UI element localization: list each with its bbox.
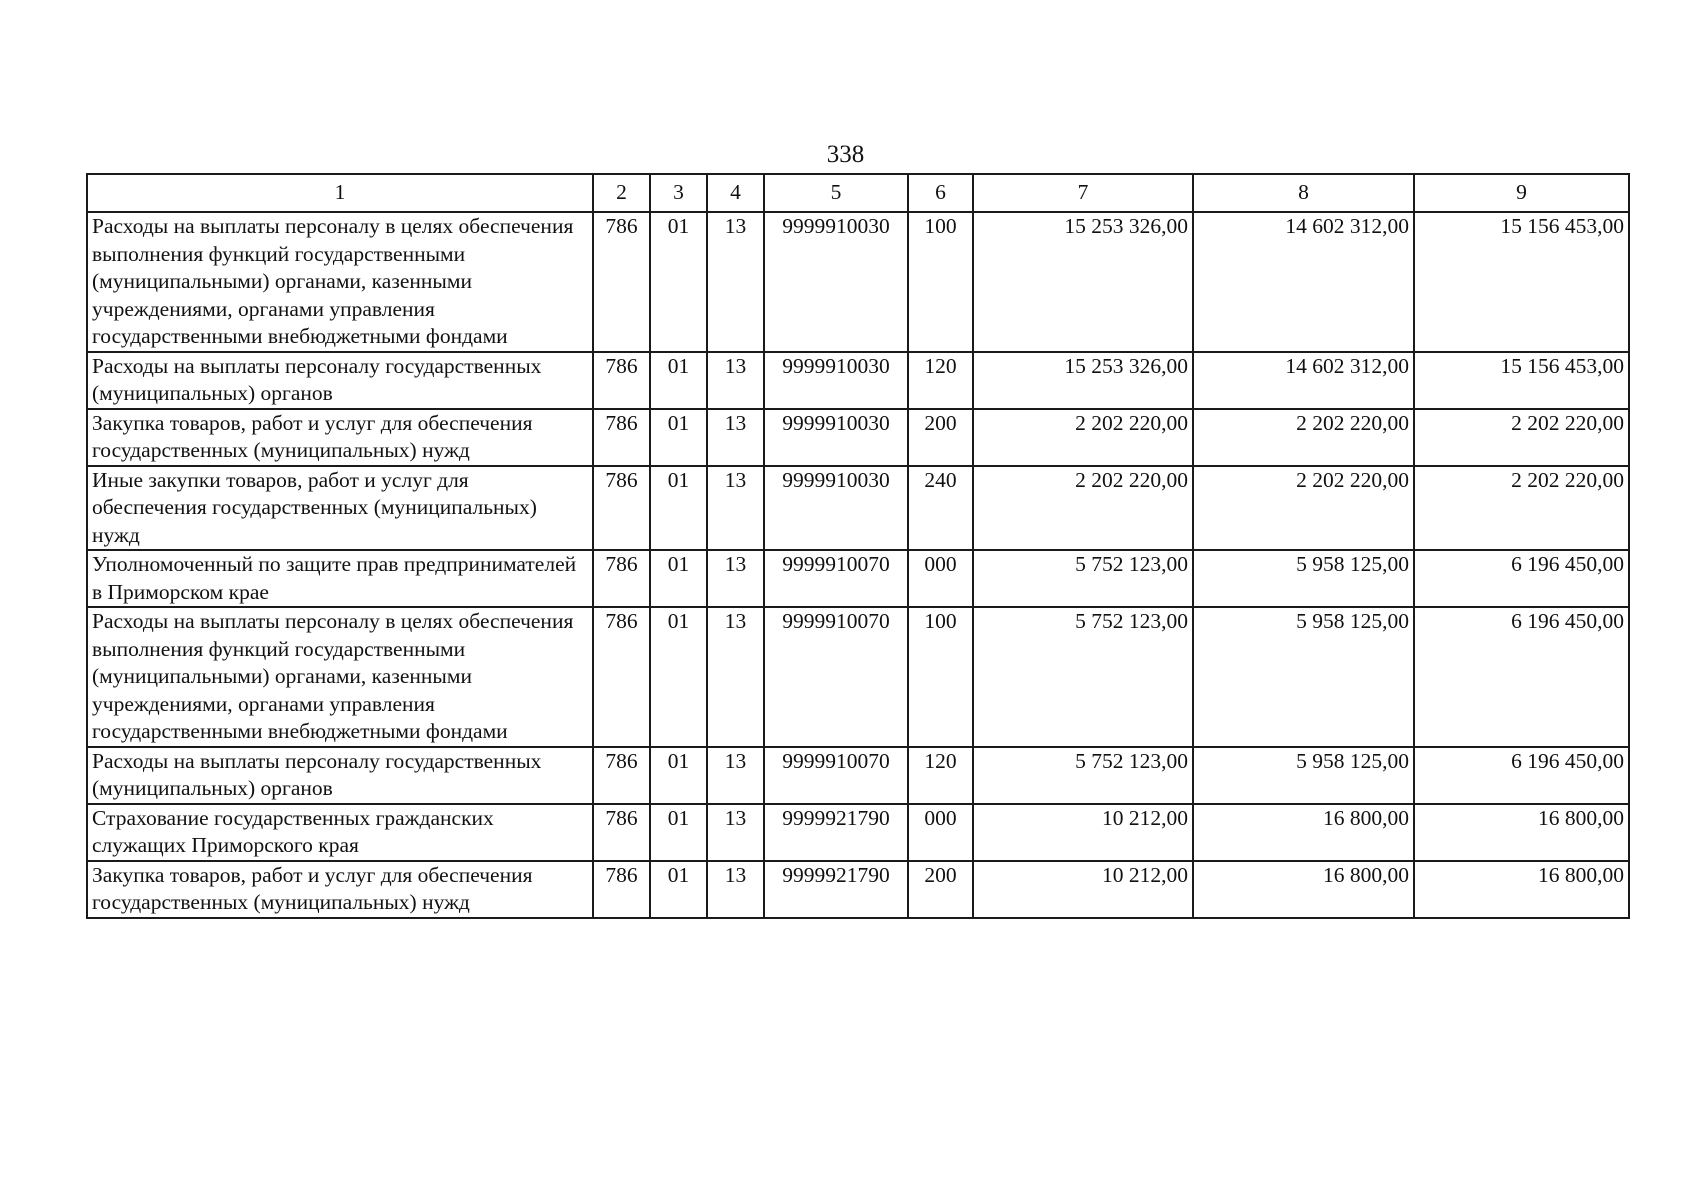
row-amount-8: 2 202 220,00 [1193,466,1414,551]
row-amount-7: 10 212,00 [973,861,1193,918]
row-code-2: 786 [593,804,650,861]
table-row [87,409,1629,466]
row-name: Иные закупки товаров, работ и услуг для обеспечения государственных (муниципальных) нужд [87,466,593,551]
row-name: Расходы на выплаты персоналу государственных (муниципальных) органов [87,352,593,409]
row-code-6: 240 [908,466,973,551]
row-name: Расходы на выплаты персоналу в целях обеспечения выполнения функций государственными (муниципальными) органами, казенными учреждениями, органами управления государственными внебюджетными фондами [87,212,593,352]
table-row [87,352,1629,409]
row-code-6: 200 [908,409,973,466]
row-code-4: 13 [707,212,764,352]
row-code-2: 786 [593,747,650,804]
row-code-3: 01 [650,804,707,861]
table-row [87,861,1629,918]
row-code-4: 13 [707,409,764,466]
row-amount-9: 15 156 453,00 [1414,352,1629,409]
header-row [87,174,1629,212]
table-header [87,174,1629,212]
table-row [87,550,1629,607]
row-code-5: 9999921790 [764,861,908,918]
row-code-4: 13 [707,352,764,409]
row-amount-7: 15 253 326,00 [973,212,1193,352]
row-amount-8: 16 800,00 [1193,804,1414,861]
row-amount-7: 5 752 123,00 [973,550,1193,607]
row-name: Страхование государственных гражданских служащих Приморского края [87,804,593,861]
row-code-2: 786 [593,466,650,551]
row-code-5: 9999910070 [764,607,908,747]
row-code-5: 9999910030 [764,352,908,409]
row-code-2: 786 [593,861,650,918]
row-amount-7: 10 212,00 [973,804,1193,861]
row-amount-8: 14 602 312,00 [1193,212,1414,352]
row-amount-7: 2 202 220,00 [973,409,1193,466]
row-name: Уполномоченный по защите прав предпринимателей в Приморском крае [87,550,593,607]
row-amount-9: 16 800,00 [1414,804,1629,861]
row-amount-8: 5 958 125,00 [1193,550,1414,607]
column-header-7: 7 [973,174,1193,212]
row-code-4: 13 [707,861,764,918]
row-code-5: 9999910070 [764,747,908,804]
table-row [87,804,1629,861]
column-header-3: 3 [650,174,707,212]
column-header-6: 6 [908,174,973,212]
row-code-3: 01 [650,212,707,352]
row-amount-8: 5 958 125,00 [1193,747,1414,804]
table-row [87,607,1629,747]
row-code-4: 13 [707,747,764,804]
row-code-4: 13 [707,550,764,607]
row-code-2: 786 [593,550,650,607]
column-header-9: 9 [1414,174,1629,212]
row-amount-9: 6 196 450,00 [1414,550,1629,607]
row-code-5: 9999910030 [764,409,908,466]
budget-table [86,173,1630,919]
row-code-6: 000 [908,550,973,607]
row-code-6: 000 [908,804,973,861]
row-amount-7: 5 752 123,00 [973,747,1193,804]
row-code-5: 9999910070 [764,550,908,607]
row-name: Расходы на выплаты персоналу в целях обеспечения выполнения функций государственными (муниципальными) органами, казенными учреждениями, органами управления государственными внебюджетными фондами [87,607,593,747]
row-name: Закупка товаров, работ и услуг для обеспечения государственных (муниципальных) нужд [87,409,593,466]
row-amount-7: 5 752 123,00 [973,607,1193,747]
row-amount-8: 5 958 125,00 [1193,607,1414,747]
row-code-2: 786 [593,409,650,466]
table-row [87,212,1629,352]
row-amount-9: 16 800,00 [1414,861,1629,918]
row-name: Закупка товаров, работ и услуг для обеспечения государственных (муниципальных) нужд [87,861,593,918]
row-code-6: 120 [908,747,973,804]
table-body [87,212,1629,918]
column-header-1: 1 [87,174,593,212]
column-header-4: 4 [707,174,764,212]
row-code-6: 120 [908,352,973,409]
row-code-5: 9999921790 [764,804,908,861]
column-header-8: 8 [1193,174,1414,212]
row-amount-9: 2 202 220,00 [1414,466,1629,551]
row-code-3: 01 [650,466,707,551]
row-code-3: 01 [650,747,707,804]
row-code-3: 01 [650,607,707,747]
row-code-4: 13 [707,466,764,551]
row-amount-8: 16 800,00 [1193,861,1414,918]
row-amount-7: 15 253 326,00 [973,352,1193,409]
row-amount-8: 2 202 220,00 [1193,409,1414,466]
row-code-5: 9999910030 [764,212,908,352]
row-code-6: 100 [908,607,973,747]
row-amount-9: 15 156 453,00 [1414,212,1629,352]
row-code-3: 01 [650,409,707,466]
row-code-4: 13 [707,607,764,747]
column-header-2: 2 [593,174,650,212]
row-amount-9: 2 202 220,00 [1414,409,1629,466]
page-number: 338 [826,141,865,168]
row-code-2: 786 [593,352,650,409]
row-code-2: 786 [593,212,650,352]
row-code-2: 786 [593,607,650,747]
row-code-4: 13 [707,804,764,861]
table-row [87,747,1629,804]
table-row [87,466,1629,551]
row-code-3: 01 [650,352,707,409]
row-name: Расходы на выплаты персоналу государственных (муниципальных) органов [87,747,593,804]
row-amount-7: 2 202 220,00 [973,466,1193,551]
row-amount-8: 14 602 312,00 [1193,352,1414,409]
row-code-6: 200 [908,861,973,918]
row-code-5: 9999910030 [764,466,908,551]
row-code-6: 100 [908,212,973,352]
column-header-5: 5 [764,174,908,212]
row-code-3: 01 [650,550,707,607]
row-code-3: 01 [650,861,707,918]
row-amount-9: 6 196 450,00 [1414,747,1629,804]
row-amount-9: 6 196 450,00 [1414,607,1629,747]
